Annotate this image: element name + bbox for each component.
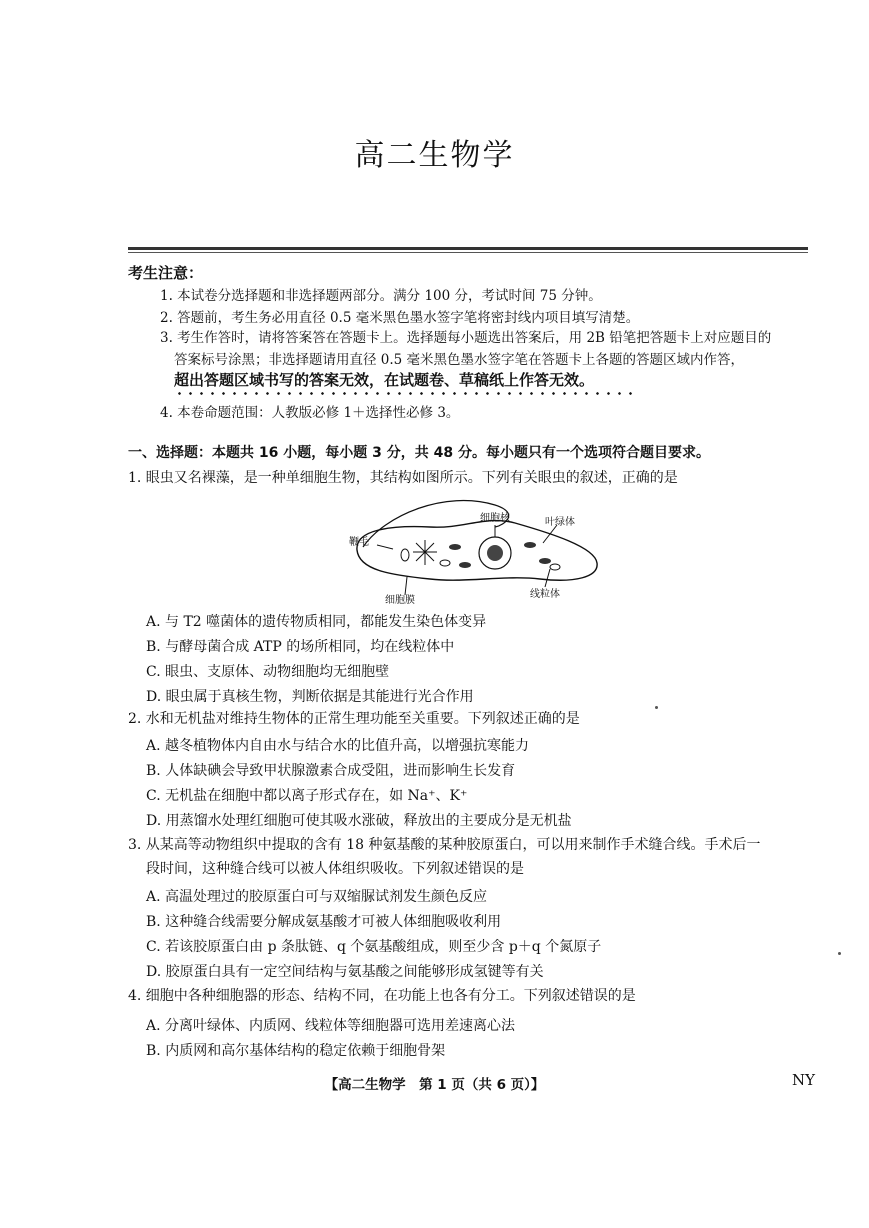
question-2-option-a: A. 越冬植物体内自由水与结合水的比值升高，以增强抗寒能力 [146,738,530,754]
notice-item-3: 3. 考生作答时，请将答案答在答题卡上。选择题每小题选出答案后，用 2B 铅笔把答题卡上对应题目的 [160,330,772,346]
question-4-stem: 4. 细胞中各种细胞器的形态、结构不同，在功能上也各有分工。下列叙述错误的是 [128,988,636,1004]
question-3-option-b: B. 这种缝合线需要分解成氨基酸才可被人体细胞吸收利用 [146,914,502,930]
mitochondria-leader [545,569,550,587]
question-4-option-b: B. 内质网和高尔基体结构的稳定依赖于细胞骨架 [146,1043,446,1059]
header-rule-thin [128,252,808,253]
mitochondria-shape-2 [550,564,560,570]
chloroplast-shape-4 [539,558,551,564]
notice-item-2: 2. 答题前，考生务必用直径 0.5 毫米黑色墨水签字笔将密封线内项目填写清楚。 [160,310,640,326]
membrane-leader [405,577,407,595]
question-1-stem: 1. 眼虫又名裸藻，是一种单细胞生物，其结构如图所示。下列有关眼虫的叙述，正确的是 [128,470,678,486]
question-3-option-a: A. 高温处理过的胶原蛋白可与双缩脲试剂发生颜色反应 [146,889,488,905]
notice-item-4: 4. 本卷命题范围：人教版必修 1＋选择性必修 3。 [160,405,460,421]
chloroplast-shape-2 [459,562,471,568]
page-footer: 【高二生物学 第 1 页（共 6 页）】 [324,1077,545,1093]
notice-bold-warning: 超出答题区域书写的答案无效，在试题卷、草稿纸上作答无效。 [174,371,595,389]
question-3-option-d: D. 胶原蛋白具有一定空间结构与氨基酸之间能够形成氢键等有关 [146,964,544,980]
label-mitochondria: 线粒体 [530,589,560,600]
scan-speck [838,952,841,955]
page-title: 高二生物学 [354,138,515,173]
section-heading: 一、选择题：本题共 16 小题，每小题 3 分，共 48 分。每小题只有一个选项符合题目要求。 [128,445,710,461]
notice-item-1: 1. 本试卷分选择题和非选择题两部分。满分 100 分，考试时间 75 分钟。 [160,288,602,304]
question-3-option-c: C. 若该胶原蛋白由 p 条肽链、q 个氨基酸组成，则至少含 p＋q 个氮原子 [146,939,602,955]
eyespot-shape [401,549,409,561]
label-flagellum: 鞭毛 [349,537,369,548]
question-2-option-b: B. 人体缺碘会导致甲状腺激素合成受阻，进而影响生长发育 [146,763,516,779]
notice-heading: 考生注意： [128,264,204,282]
paper-code: NY [792,1071,816,1089]
cell-membrane-outline [357,521,597,581]
notice-item-3-cont: 答案标号涂黑；非选择题请用直径 0.5 毫米黑色墨水签字笔在答题卡上各题的答题区域内作答， [174,352,745,368]
question-1-option-b: B. 与酵母菌合成 ATP 的场所相同，均在线粒体中 [146,639,455,655]
chloroplast-shape-3 [524,542,536,548]
question-4-option-a: A. 分离叶绿体、内质网、线粒体等细胞器可选用差速离心法 [146,1018,516,1034]
question-2-option-d: D. 用蒸馏水处理红细胞可使其吸水涨破，释放出的主要成分是无机盐 [146,813,572,829]
euglena-diagram [345,495,615,605]
chloroplast-shape-1 [449,544,461,550]
mitochondria-shape-1 [440,560,450,566]
nucleolus-shape [487,545,503,561]
question-1-option-c: C. 眼虫、支原体、动物细胞均无细胞壁 [146,664,390,680]
flagellum-leader [377,545,393,549]
question-2-option-c: C. 无机盐在细胞中都以离子形式存在，如 Na⁺、K⁺ [146,788,468,804]
question-2-stem: 2. 水和无机盐对维持生物体的正常生理功能至关重要。下列叙述正确的是 [128,711,580,727]
question-3-stem-line2: 段时间，这种缝合线可以被人体组织吸收。下列叙述错误的是 [146,861,524,877]
emphasis-dots [174,392,634,395]
label-membrane: 细胞膜 [385,595,415,605]
label-chloroplast: 叶绿体 [545,517,575,528]
question-1-option-d: D. 眼虫属于真核生物，判断依据是其能进行光合作用 [146,689,474,705]
header-rule-thick [128,247,808,250]
contractile-vacuole [413,540,437,565]
question-3-stem-line1: 3. 从某高等动物组织中提取的含有 18 种氨基酸的某种胶原蛋白，可以用来制作手术缝合线。手术后一 [128,837,761,853]
label-nucleus: 细胞核 [480,513,510,524]
scan-speck [655,706,658,709]
question-1-option-a: A. 与 T2 噬菌体的遗传物质相同，都能发生染色体变异 [146,614,487,630]
